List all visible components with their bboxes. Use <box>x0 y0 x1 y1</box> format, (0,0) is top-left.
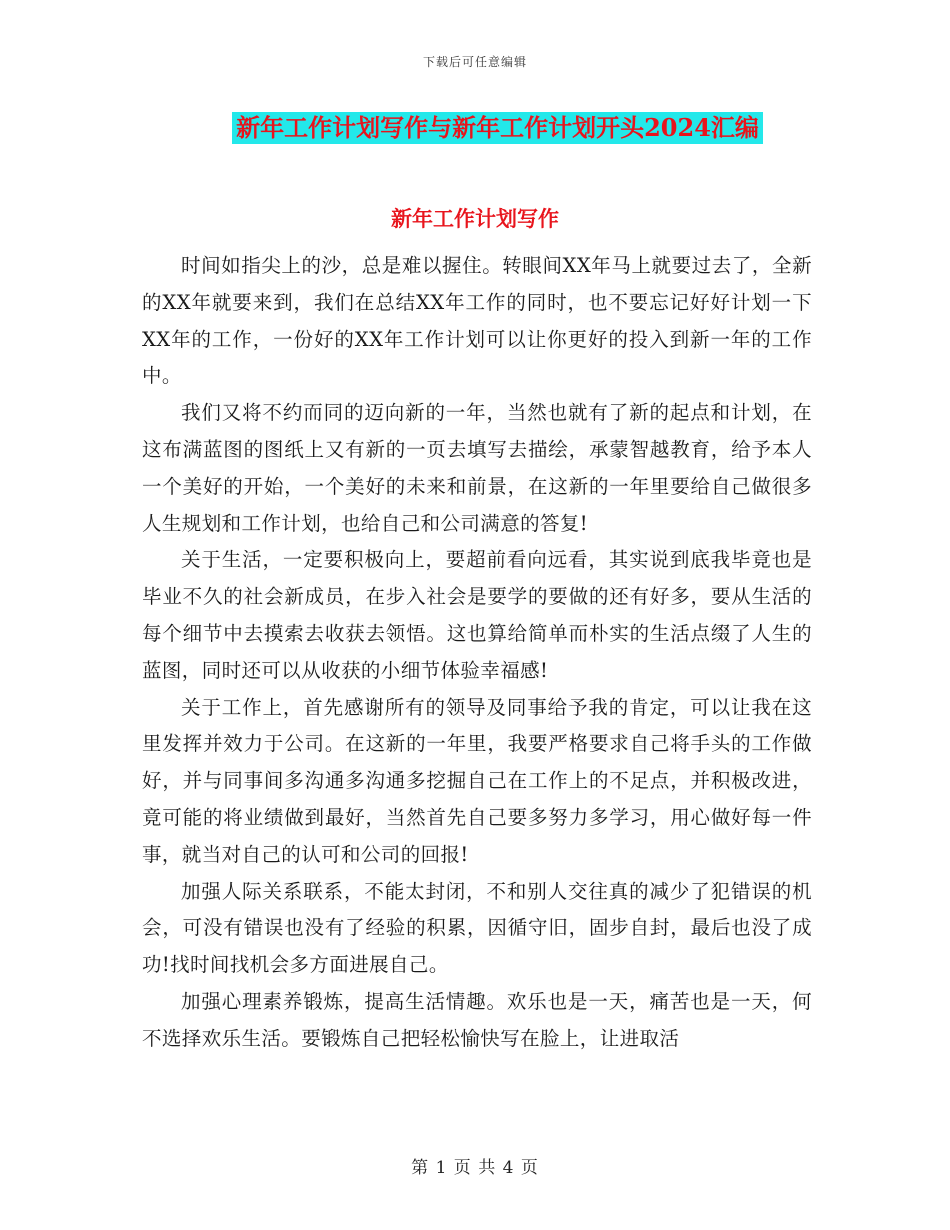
paragraph: 关于生活，一定要积极向上，要超前看向远看，其实说到底我毕竟也是毕业不久的社会新成员，在步入社会是要学的要做的还有好多，要从生活的每个细节中去摸索去收获去领悟。这也算给简单而朴实的生活点缀了人生的蓝图，同时还可以从收获的小细节体验幸福感! <box>142 548 812 682</box>
section-title: 新年工作计划写作 <box>391 206 559 231</box>
paragraph: 关于工作上，首先感谢所有的领导及同事给予我的肯定，可以让我在这里发挥并效力于公司。在这新的一年里，我要严格要求自己将手头的工作做好，并与同事间多沟通多沟通多挖掘自己在工作上的不足点，并积极改进，竟可能的将业绩做到最好，当然首先自己要多努力多学习，用心做好每一件事，就当对自己的认可和公司的回报! <box>142 695 812 866</box>
document-body <box>142 248 812 1058</box>
page-number: 第 1 页 共 4 页 <box>411 1158 539 1178</box>
header-note: 下载后可任意编辑 <box>422 55 527 69</box>
paragraph: 加强人际关系联系，不能太封闭，不和别人交往真的减少了犯错误的机会，可没有错误也没有了经验的积累，因循守旧，固步自封，最后也没了成功!找时间找机会多方面进展自己。 <box>142 879 812 977</box>
document-title: 新年工作计划写作与新年工作计划开头2024汇编 <box>232 112 763 144</box>
paragraph: 时间如指尖上的沙，总是难以握住。转眼间XX年马上就要过去了，全新的XX年就要来到，我们在总结XX年工作的同时，也不要忘记好好计划一下XX年的工作，一份好的XX年工作计划可以让你更好的投入到新一年的工作中。 <box>142 254 812 388</box>
paragraph: 加强心理素养锻炼，提高生活情趣。欢乐也是一天，痛苦也是一天，何不选择欢乐生活。要锻炼自己把轻松愉快写在脸上，让进取活 <box>142 989 812 1050</box>
document-title-container <box>0 112 950 144</box>
paragraph: 我们又将不约而同的迈向新的一年，当然也就有了新的起点和计划，在这布满蓝图的图纸上又有新的一页去填写去描绘，承蒙智越教育，给予本人一个美好的开始，一个美好的未来和前景，在这新的一年里要给自己做很多人生规划和工作计划，也给自己和公司满意的答复! <box>142 401 812 535</box>
